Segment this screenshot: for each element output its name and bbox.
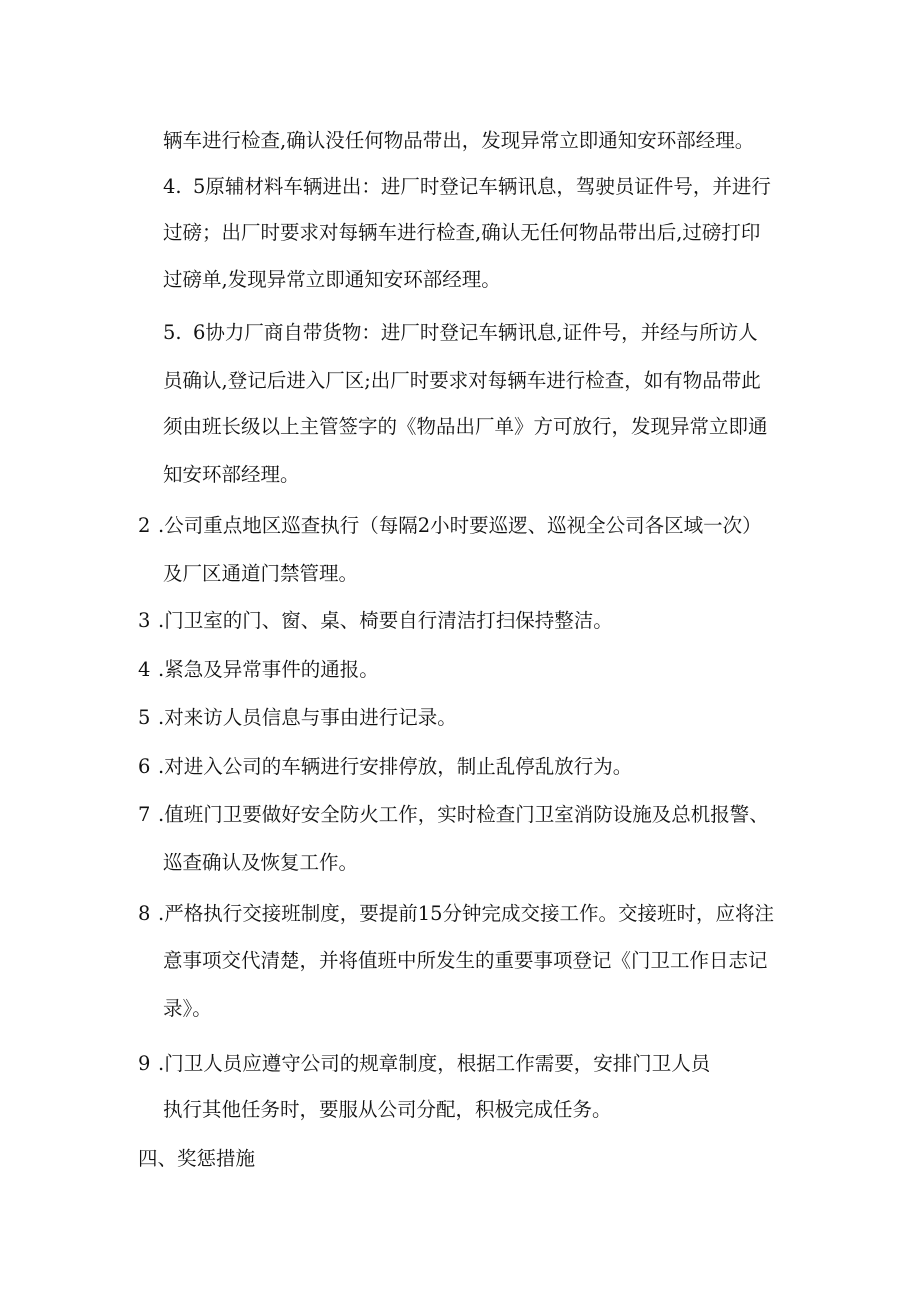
item-number: 7 <box>138 803 151 826</box>
paragraph-line: 5原辅材料车辆进出：进厂时登记车辆讯息，驾驶员证件号，并进行 <box>193 175 771 198</box>
item-number: 5. <box>163 321 182 344</box>
paragraph-line: 过磅；出厂时要求对每辆车进行检查,确认无任何物品带出后,过磅打印 <box>163 221 761 244</box>
item-number: 4. <box>163 175 182 198</box>
paragraph-line: 辆车进行检查,确认没任何物品带出，发现异常立即通知安环部经理。 <box>163 129 755 152</box>
paragraph-line: 员确认,登记后进入厂区;出厂时要求对每辆车进行检查，如有物品带此 <box>163 369 761 392</box>
paragraph-line: .对进入公司的车辆进行安排停放，制止乱停乱放行为。 <box>158 755 633 778</box>
item-number: 3 <box>138 609 151 632</box>
paragraph-line: 录》。 <box>163 997 212 1020</box>
paragraph-line: 须由班长级以上主管签字的《物品出厂单》方可放行，发现异常立即通 <box>163 415 768 438</box>
item-number: 6 <box>138 755 151 778</box>
paragraph-line: .门卫人员应遵守公司的规章制度，根据工作需要，安排门卫人员 <box>158 1052 711 1075</box>
item-number: 2 <box>138 514 151 537</box>
paragraph-line: 意事项交代清楚，并将值班中所发生的重要事项登记《门卫工作日志记 <box>163 949 768 972</box>
paragraph-line: .公司重点地区巡查执行（每隔2小时要巡逻、巡视全公司各区域一次） <box>158 514 762 537</box>
paragraph-line: .严格执行交接班制度，要提前15分钟完成交接工作。交接班时，应将注 <box>158 902 775 925</box>
paragraph-line: 过磅单,发现异常立即通知安环部经理。 <box>163 268 501 291</box>
item-number: 9 <box>138 1052 151 1075</box>
paragraph-line: 知安环部经理。 <box>163 463 300 486</box>
item-number: 4 <box>138 658 151 681</box>
item-number: 5 <box>138 706 151 729</box>
paragraph-line: .对来访人员信息与事由进行记录。 <box>158 706 457 729</box>
paragraph-line: .值班门卫要做好安全防火工作，实时检查门卫室消防设施及总机报警、 <box>158 803 769 826</box>
paragraph-line: 6协力厂商自带货物：进厂时登记车辆讯息,证件号，并经与所访人 <box>193 321 758 344</box>
paragraph-line: .紧急及异常事件的通报。 <box>158 658 379 681</box>
paragraph-line: 巡查确认及恢复工作。 <box>163 851 359 874</box>
item-number: 8 <box>138 902 151 925</box>
paragraph-line: 执行其他任务时，要服从公司分配，积极完成任务。 <box>163 1098 612 1121</box>
section-heading: 四、奖惩措施 <box>138 1147 256 1170</box>
paragraph-line: 及厂区通道门禁管理。 <box>163 562 359 585</box>
paragraph-line: .门卫室的门、窗、桌、椅要自行清洁打扫保持整洁。 <box>158 609 613 632</box>
